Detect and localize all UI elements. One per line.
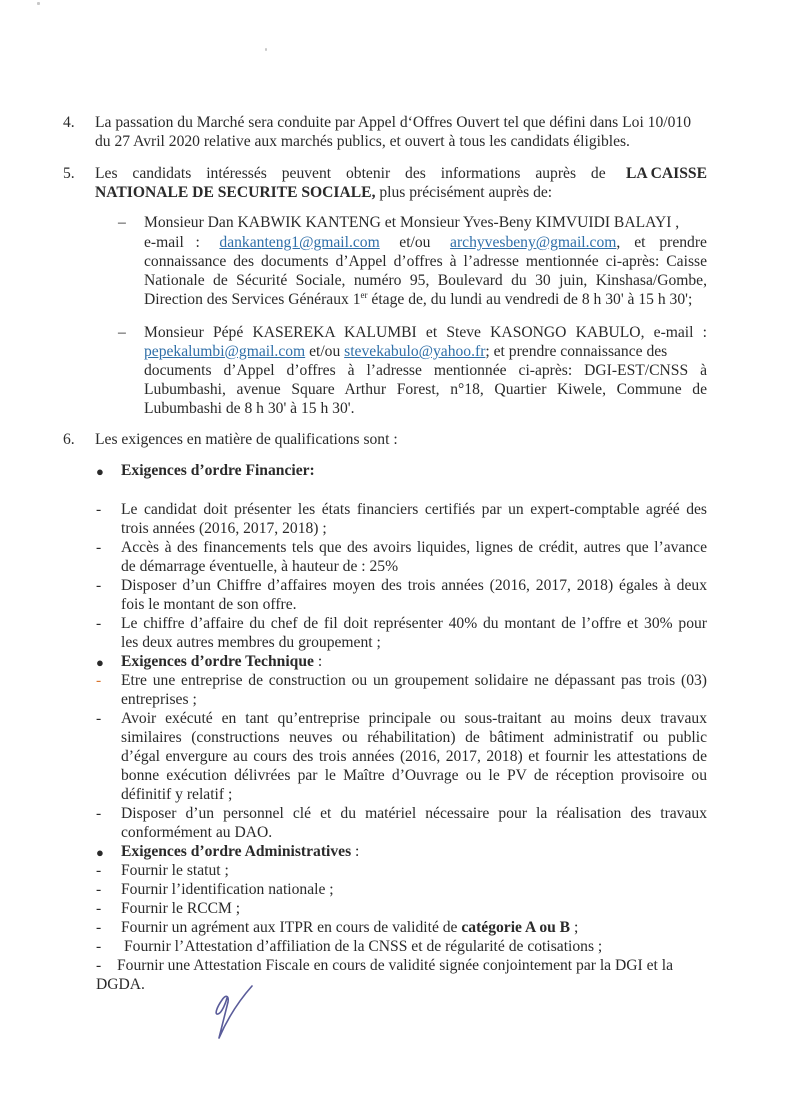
contact-line-4: Nationale de Sécurité Sociale, numéro 95, Boulevard du 30 juin, Kinshasa/Gombe,: [144, 272, 707, 289]
dash-marker: -: [96, 501, 102, 518]
handwritten-signature: [200, 980, 270, 1050]
financier-req-1-line-2: trois années (2016, 2017, 2018) ;: [121, 520, 327, 537]
admin-req-statut: Fournir le statut ;: [121, 862, 229, 879]
contact-line-5: [144, 290, 692, 309]
technique-req-2-line-2: similaires (constructions neuves ou réhabilitation) de bâtiment administratif ou public: [121, 729, 707, 746]
section-title-text: Exigences d’ordre Administratives: [121, 843, 352, 860]
section-title-financier: Exigences d’ordre Financier:: [121, 462, 315, 479]
section-title-text: Exigences d’ordre Technique: [121, 653, 314, 670]
dash-marker: -: [96, 539, 102, 556]
intro-suffix: plus précisément auprès de:: [375, 184, 553, 201]
email-link-pepekalumbi[interactable]: pepekalumbi@gmail.com: [144, 343, 306, 360]
dash-marker: -: [96, 938, 102, 955]
email-suffix: ; et prendre connaissance des: [485, 343, 668, 360]
org-name-part-2: NATIONALE DE SECURITE SOCIALE,: [95, 184, 376, 201]
contact-dash: –: [118, 214, 126, 231]
email-join: et/ou: [399, 234, 431, 251]
item-5-line-1: [95, 164, 707, 183]
itpr-suffix: ;: [570, 919, 579, 936]
financier-req-4-line-1: Le chiffre d’affaire du chef de fil doit représenter 40% du montant de l’offre et 30% pour: [121, 615, 707, 632]
bullet-icon: ●: [96, 655, 104, 670]
dash-marker: -: [96, 900, 102, 917]
bullet-icon: ●: [96, 464, 104, 479]
technique-req-2-line-3: d’égal envergure au cours des trois années (2016, 2017, 2018) et fournir les attestations de: [121, 748, 707, 765]
contact-line-4: Lubumbashi, avenue Square Arthur Forest, n°18, Quartier Kiwele, Commune de: [144, 381, 707, 398]
admin-req-fiscale-line-2: DGDA.: [96, 976, 145, 993]
technique-req-1-line-2: entreprises ;: [121, 691, 197, 708]
item-5-intro: [95, 164, 620, 183]
admin-req-itpr: [121, 918, 578, 937]
intro-text: Les candidats intéressés peuvent obtenir des informations auprès de: [95, 165, 606, 182]
contact-line-3: documents d’Appel d’offres à l’adresse mentionnée ci-après: DGI-EST/CNSS à: [144, 362, 707, 379]
email-link-archyvesbeny[interactable]: archyvesbeny@gmail.com: [450, 234, 617, 251]
financier-req-3-line-1: Disposer d’un Chiffre d’affaires moyen des trois années (2016, 2017, 2018) égales à deux: [121, 577, 707, 594]
section-title-suffix: :: [351, 843, 360, 860]
technique-req-2-line-5: définitif y relatif ;: [121, 786, 233, 803]
section-title-suffix: :: [313, 653, 323, 670]
dash-marker: -: [96, 805, 102, 822]
ordinal-superscript: er: [360, 290, 368, 300]
dash-marker: -: [96, 615, 102, 632]
item-number: 4.: [63, 114, 75, 131]
technique-req-3-line-1: Disposer d’un personnel clé et du matériel nécessaire pour la réalisation des travaux: [121, 805, 707, 822]
dash-marker: -: [96, 957, 102, 974]
financier-req-1-line-1: Le candidat doit présenter les états financiers certifiés par un expert-comptable agréé des: [121, 501, 707, 518]
financier-req-4-line-2: les deux autres membres du groupement ;: [121, 634, 381, 651]
email-join: et/ou: [305, 343, 345, 360]
section-title-technique: [121, 652, 322, 671]
admin-req-cnss: Fournir l’Attestation d’affiliation de la CNSS et de régularité de cotisations ;: [124, 938, 603, 955]
contact-emails-line: [144, 342, 707, 361]
dash-marker: -: [96, 577, 102, 594]
bullet-icon: ●: [96, 845, 104, 860]
dash-marker: -: [96, 862, 102, 879]
technique-req-2-line-1: Avoir exécuté en tant qu’entreprise principale ou sous-traitant au moins deux travaux: [121, 710, 707, 727]
contact-line-5-b: étage de, du lundi au vendredi de 8 h 30' à 15 h 30';: [367, 291, 693, 308]
section-title-administratives: [121, 842, 359, 861]
dash-marker: -: [96, 672, 102, 689]
contact-line-3: connaissance des documents d’Appel d’offres à l’adresse mentionnée ci-après: Caisse: [144, 253, 707, 270]
contact-names: Monsieur Pépé KASEREKA KALUMBI et Steve KASONGO KABULO, e-mail :: [144, 324, 707, 341]
technique-req-2-line-4: bonne exécution délivrées par le Maître d’Ouvrage ou le PV de réception provisoire ou: [121, 767, 707, 784]
technique-req-1-line-1: Etre une entreprise de construction ou un groupement solidaire ne dépassant pas trois (03): [121, 672, 707, 689]
financier-req-2-line-2: de démarrage éventuelle, à hauteur de : 25%: [121, 558, 399, 575]
item-number: 5.: [63, 165, 75, 182]
item-number: 6.: [63, 431, 75, 448]
item-5-line-2: [95, 183, 552, 202]
financier-req-2-line-1: Accès à des financements tels que des avoirs liquides, lignes de crédit, autres que l’avance: [121, 539, 707, 556]
org-name-part-1: LA CAISSE: [625, 165, 707, 182]
item-4-line-1: La passation du Marché sera conduite par Appel d‘Offres Ouvert tel que défini dans Loi 10/010: [95, 114, 691, 131]
contact-line-5: Lubumbashi de 8 h 30' à 15 h 30'.: [144, 400, 355, 417]
email-link-stevekabulo[interactable]: stevekabulo@yahoo.fr: [344, 343, 486, 360]
contact-dash: –: [118, 324, 126, 341]
contact-line-5-a: Direction des Services Généraux 1: [144, 291, 361, 308]
financier-req-3-line-2: fois le montant de son offre.: [121, 596, 297, 613]
email-suffix: , et prendre: [616, 234, 707, 251]
item-4-line-2: du 27 Avril 2020 relative aux marchés publics, et ouvert à tous les candidats éligibles.: [95, 133, 630, 150]
contact-emails-line: [144, 233, 707, 252]
admin-req-rccm: Fournir le RCCM ;: [121, 900, 241, 917]
itpr-text: Fournir un agrément aux ITPR en cours de validité de: [121, 919, 462, 936]
admin-req-fiscale-line-1: Fournir une Attestation Fiscale en cours de validité signée conjointement par la DGI et la: [117, 957, 674, 974]
dash-marker: -: [96, 881, 102, 898]
technique-req-3-line-2: conformément au DAO.: [121, 824, 273, 841]
dash-marker: -: [96, 919, 102, 936]
email-label: e-mail :: [144, 234, 200, 251]
scan-speck: [37, 2, 40, 5]
dash-marker: -: [96, 710, 102, 727]
email-link-dankanteng[interactable]: dankanteng1@gmail.com: [219, 234, 380, 251]
itpr-category: catégorie A ou B: [461, 919, 571, 936]
qualifications-intro: Les exigences en matière de qualifications sont :: [95, 431, 398, 448]
contact-names: Monsieur Dan KABWIK KANTENG et Monsieur Yves-Beny KIMVUIDI BALAYI ,: [144, 214, 680, 231]
scan-speck: [265, 48, 267, 51]
admin-req-identification: Fournir l’identification nationale ;: [121, 881, 334, 898]
